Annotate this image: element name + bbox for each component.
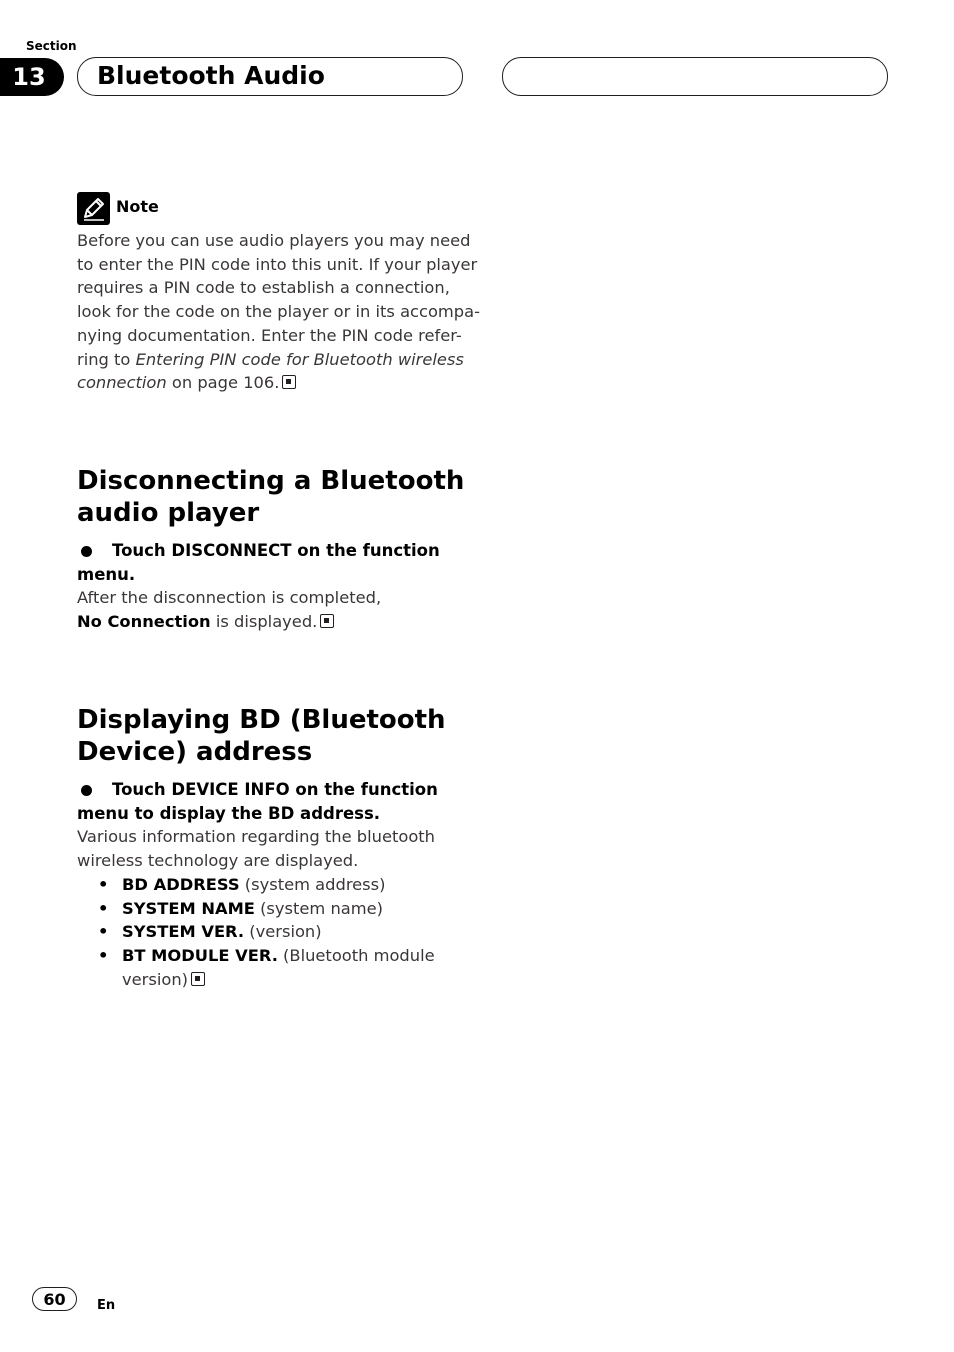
section-number: 13 xyxy=(0,58,64,96)
note-line: requires a PIN code to establish a connection, xyxy=(77,278,450,298)
bd-address-heading xyxy=(77,704,497,768)
step-text: Touch DEVICE INFO on the function menu to display the BD address. xyxy=(77,780,438,823)
note-line: to enter the PIN code into this unit. If your player xyxy=(77,254,478,274)
note-line-prefix: ring to xyxy=(77,349,136,369)
result-rest: is displayed. xyxy=(210,611,318,631)
bullet-dot-icon xyxy=(81,785,92,796)
item-name: SYSTEM VER. xyxy=(122,922,245,942)
list-item xyxy=(98,944,458,991)
note-body xyxy=(77,229,480,395)
blank-header-frame xyxy=(502,57,888,96)
item-desc: (system address) xyxy=(239,875,386,894)
bullet-dot-icon xyxy=(81,546,92,557)
pencil-note-icon xyxy=(77,192,110,225)
cross-reference-link: Entering PIN code for Bluetooth wireless xyxy=(135,349,464,369)
cross-reference-link-cont: connection xyxy=(77,373,167,393)
pencil-icon-graphic xyxy=(81,196,107,222)
disconnect-heading xyxy=(77,465,497,529)
note-line: Before you can use audio players you may need xyxy=(77,231,471,250)
heading-line: Disconnecting a Bluetooth xyxy=(77,466,465,496)
device-info-list xyxy=(98,873,458,992)
item-name: BT MODULE VER. xyxy=(122,946,278,966)
heading-line: Displaying BD (Bluetooth xyxy=(77,705,446,735)
note-line xyxy=(77,348,467,372)
result-line xyxy=(77,610,467,634)
result-line: After the disconnection is completed, xyxy=(77,588,382,607)
list-item xyxy=(98,897,458,921)
section-label: Section xyxy=(26,39,77,53)
page-reference: on page 106. xyxy=(166,373,280,393)
end-of-section-icon xyxy=(320,614,334,628)
step-text: Touch DISCONNECT on the function menu. xyxy=(77,541,440,584)
item-desc: (system name) xyxy=(254,898,383,918)
list-item xyxy=(98,920,458,944)
disconnect-step xyxy=(77,539,457,586)
end-of-section-icon xyxy=(282,375,296,389)
heading-line: audio player xyxy=(77,498,260,528)
item-name: SYSTEM NAME xyxy=(122,898,255,918)
page-number: 60 xyxy=(32,1287,77,1311)
note-line xyxy=(77,371,467,395)
heading-line: Device) address xyxy=(77,737,313,767)
disconnect-result xyxy=(77,586,467,633)
note-label: Note xyxy=(116,197,159,216)
bd-address-step xyxy=(77,778,457,825)
note-line: nying documentation. Enter the PIN code refer- xyxy=(77,325,462,345)
item-name: BD ADDRESS xyxy=(122,875,240,894)
status-term: No Connection xyxy=(77,611,211,631)
item-desc: (version) xyxy=(244,922,322,942)
bd-address-result: Various information regarding the bluetooth wireless technology are displayed. xyxy=(77,827,436,870)
note-line: look for the code on the player or in its accompa- xyxy=(77,302,480,322)
end-of-section-icon xyxy=(191,972,205,986)
item-desc: (Bluetooth module version) xyxy=(122,946,435,989)
list-item xyxy=(98,873,458,897)
chapter-title: Bluetooth Audio xyxy=(97,61,325,90)
language-code: En xyxy=(97,1298,116,1313)
